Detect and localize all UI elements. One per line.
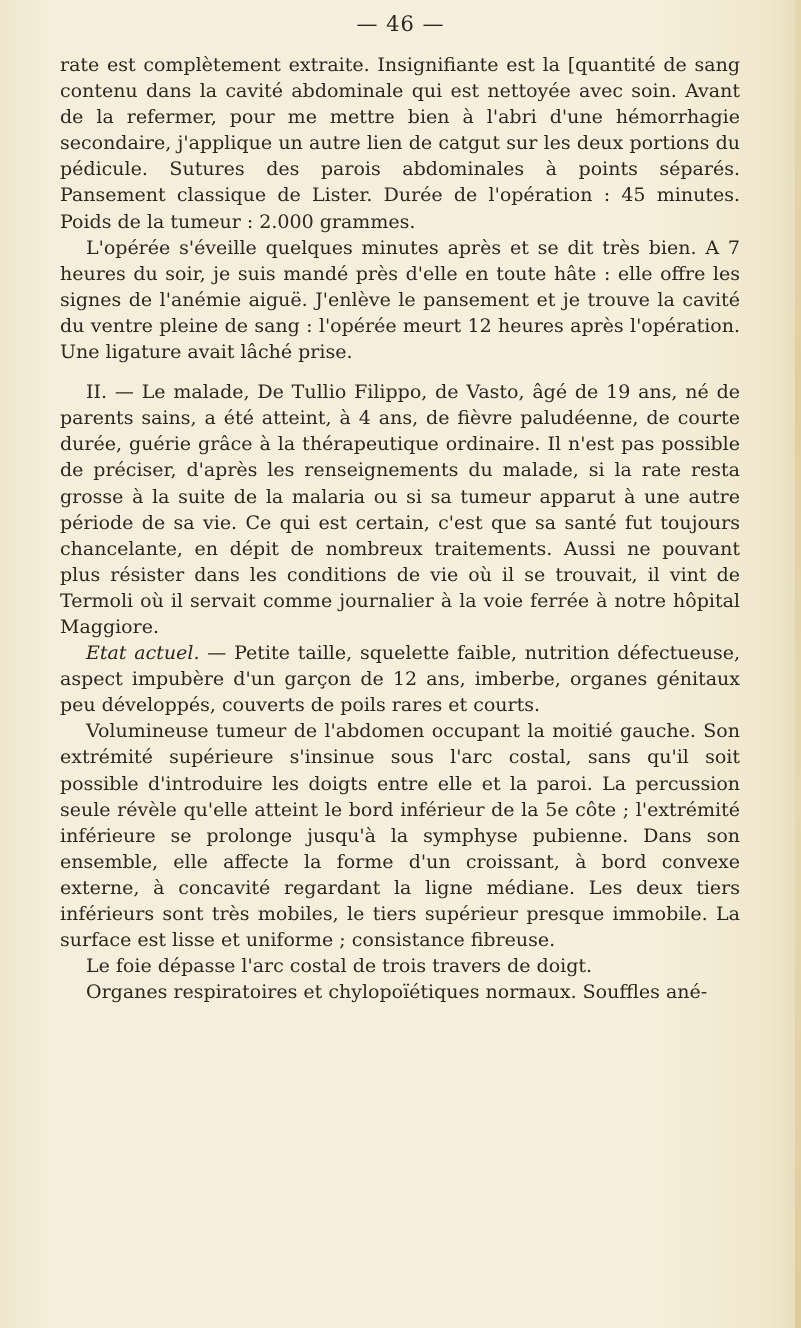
paragraph-organs: Organes respiratoires et chylopoïétiques normaux. Souffles ané- — [86, 981, 708, 1004]
paragraph-tumor-description: Volumineuse tumeur de l'abdomen occupant la moitié gauche. Son extrémité supérieure s'insinue sous l'arc costal, sans qu'il soit possible d'introduire les doigts entre elle et la paroi. La percussion seule révèle qu'elle atteint le bord inférieur de la 5e côte ; l'extrémité inférieure se prolonge jusqu'à la symphyse pubienne. Dans son ensemble, elle affecte la forme d'un croissant, à bord convexe externe, à concavité regardant la ligne médiane. Les deux tiers inférieurs sont très mobiles, le tiers supérieur presque immobile. La surface est lisse et uniforme ; consistance fibreuse. — [60, 720, 740, 952]
paragraph-current-state — [60, 640, 740, 718]
paragraph-operation-end: rate est complètement extraite. Insignifiante est la [quantité de sang contenu dans la cavité abdominale qui est nettoyée avec soin. Avant de la refermer, pour me mettre bien à l'abri d'une hémorrhagie secondaire, j'applique un autre lien de catgut sur les deux portions du pédicule. Sutures des parois abdominales à points séparés. Pansement classique de Lister. Durée de l'opération : 45 minutes. Poids de la tumeur : 2.000 grammes. — [60, 54, 740, 233]
paragraph-case-two-history: II. — Le malade, De Tullio Filippo, de Vasto, âgé de 19 ans, né de parents sains, a été atteint, à 4 ans, de fièvre paludéenne, de courte durée, guérie grâce à la thérapeutique ordinaire. Il n'est pas possible de préciser, d'après les renseignements du malade, si la rate resta grosse à la suite de la malaria ou si sa tumeur apparut à une autre période de sa vie. Ce qui est certain, c'est que sa santé fut toujours chancelante, en dépit de nombreux traitements. Aussi ne pouvant plus résister dans les conditions de vie où il se trouvait, il vint de Termoli où il servait comme journalier à la voie ferrée à notre hôpital Maggiore. — [60, 381, 740, 638]
page-number: — 46 — — [356, 12, 445, 36]
paragraph-postoperative: L'opérée s'éveille quelques minutes après et se dit très bien. A 7 heures du soir, je suis mandé près d'elle en toute hâte : elle offre les signes de l'anémie aiguë. J'enlève le pansement et je trouve la cavité du ventre pleine de sang : l'opérée meurt 12 heures après l'opération. Une ligature avait lâché prise. — [60, 236, 740, 364]
current-state-heading: Etat actuel. — [86, 642, 200, 665]
page-edge-shadow — [795, 0, 801, 1328]
body-text — [60, 52, 740, 1005]
current-state-text: — Petite taille, squelette faible, nutrition défectueuse, aspect impubère d'un garçon de 12 ans, imberbe, organes génitaux peu développés, couverts de poils rares et courts. — [60, 642, 740, 717]
paragraph-liver: Le foie dépasse l'arc costal de trois travers de doigt. — [86, 955, 593, 978]
